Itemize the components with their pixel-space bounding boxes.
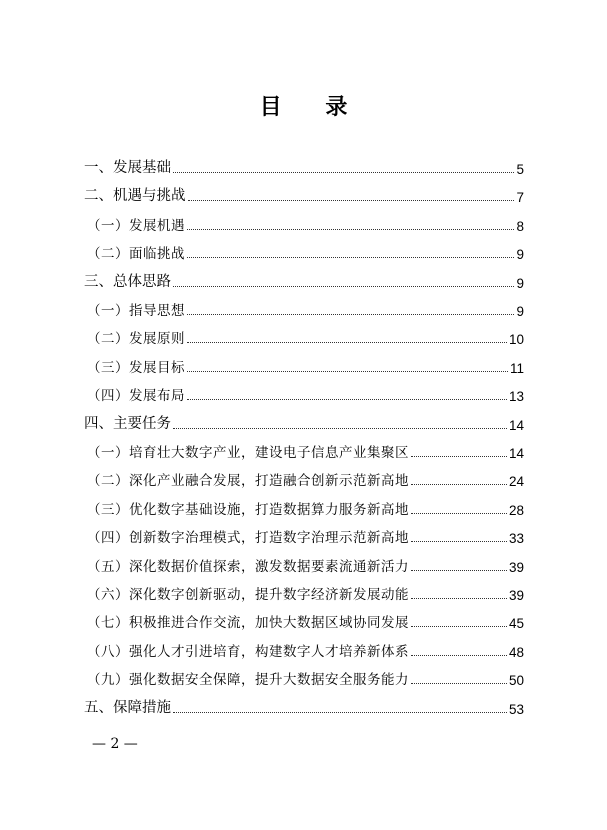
toc-entry-label: 五、保障措施 <box>84 699 171 716</box>
toc-entry-page-number: 50 <box>508 673 524 689</box>
toc-entry[interactable] <box>84 299 524 319</box>
toc-entry-page-number: 33 <box>508 531 524 547</box>
toc-entry-label: （四）创新数字治理模式，打造数字治理示范新高地 <box>87 530 409 547</box>
toc-entry[interactable] <box>84 583 524 603</box>
toc-entry-page-number: 10 <box>508 332 524 348</box>
toc-entry-page-number: 5 <box>516 162 524 177</box>
toc-entry[interactable] <box>84 327 524 347</box>
toc-entry-label: 三、总体思路 <box>84 273 171 290</box>
toc-entry[interactable] <box>84 242 524 262</box>
toc-entry[interactable] <box>84 441 524 461</box>
toc-entry-label: （八）强化人才引进培育，构建数字人才培养新体系 <box>87 643 409 660</box>
toc-entry[interactable] <box>84 384 524 404</box>
toc-entry-label: 一、发展基础 <box>84 160 171 176</box>
toc-dot-leader <box>411 683 507 684</box>
toc-entry-page-number: 53 <box>508 701 524 717</box>
toc-entry-label: （三）优化数字基础设施，打造数据算力服务新高地 <box>87 501 409 518</box>
toc-entry-label: （五）深化数据价值探索，激发数据要素流通新活力 <box>87 558 409 575</box>
toc-entry-label: （一）培育壮大数字产业，建设电子信息产业集聚区 <box>87 445 409 461</box>
toc-entry[interactable] <box>84 640 524 660</box>
toc-entry[interactable] <box>84 356 524 376</box>
toc-entry[interactable] <box>84 214 524 234</box>
toc-entry-label: （二）面临挑战 <box>87 246 185 263</box>
toc-entry-page-number: 39 <box>508 559 524 575</box>
toc-entry[interactable] <box>84 271 524 291</box>
toc-entry-label: （九）强化数据安全保障，提升大数据安全服务能力 <box>87 672 409 689</box>
toc-entry-label: （六）深化数字创新驱动，提升数字经济新发展动能 <box>87 587 409 603</box>
toc-entry[interactable] <box>84 611 524 631</box>
toc-entry-page-number: 7 <box>516 190 524 206</box>
toc-entry[interactable] <box>84 668 524 688</box>
toc-entry[interactable] <box>84 526 524 546</box>
toc-entry-label: （二）发展原则 <box>87 331 185 348</box>
toc-dot-leader <box>187 257 514 258</box>
toc-entry-label: （四）发展布局 <box>87 388 185 405</box>
toc-entry-label: 二、机遇与挑战 <box>84 188 186 205</box>
toc-entry[interactable] <box>84 498 524 518</box>
toc-dot-leader <box>173 172 514 173</box>
toc-entry-label: （二）深化产业融合发展，打造融合创新示范新高地 <box>87 473 409 490</box>
toc-dot-leader <box>411 655 507 656</box>
toc-entry-page-number: 8 <box>516 218 524 234</box>
toc-entry-page-number: 48 <box>508 644 524 660</box>
toc-entry-label: （一）指导思想 <box>87 303 185 319</box>
toc-dot-leader <box>173 428 507 429</box>
toc-entry[interactable] <box>84 469 524 489</box>
toc-entry-page-number: 13 <box>508 389 524 405</box>
toc-dot-leader <box>411 570 507 571</box>
toc-dot-leader <box>187 371 508 372</box>
toc-dot-leader <box>187 314 514 315</box>
toc-dot-leader <box>173 712 507 713</box>
toc-entry[interactable] <box>84 413 524 433</box>
toc-dot-leader <box>411 484 507 485</box>
toc-entry-page-number: 9 <box>516 304 524 319</box>
toc-entry-page-number: 9 <box>516 275 524 291</box>
toc-entry-page-number: 39 <box>508 588 524 603</box>
toc-dot-leader <box>411 513 507 514</box>
toc-entry-page-number: 9 <box>516 247 524 263</box>
toc-entry-page-number: 14 <box>508 417 524 433</box>
toc-entry-page-number: 14 <box>508 446 524 461</box>
page-title: 目 录 <box>259 94 366 120</box>
toc-entry[interactable] <box>84 555 524 575</box>
toc-dot-leader <box>411 541 507 542</box>
toc-dot-leader <box>173 286 514 287</box>
toc-entry-page-number: 45 <box>508 616 524 632</box>
toc-dot-leader <box>411 456 507 457</box>
toc-entry-label: （三）发展目标 <box>87 359 185 376</box>
toc-dot-leader <box>411 598 507 599</box>
toc-entry[interactable] <box>84 157 524 177</box>
toc-entry-page-number: 24 <box>508 474 524 490</box>
toc-dot-leader <box>187 399 507 400</box>
toc-entry-label: 四、主要任务 <box>84 415 171 432</box>
toc-entry[interactable] <box>84 697 524 717</box>
toc-entry-page-number: 28 <box>508 502 524 518</box>
toc-entry-page-number: 11 <box>509 360 524 376</box>
toc-dot-leader <box>411 626 507 627</box>
toc-dot-leader <box>187 229 514 230</box>
page-number-footer: — 2 — <box>92 736 138 752</box>
toc-dot-leader <box>188 200 515 201</box>
toc-entry-label: （七）积极推进合作交流，加快大数据区域协同发展 <box>87 615 409 632</box>
toc-entry[interactable] <box>84 185 524 205</box>
toc-entry-label: （一）发展机遇 <box>87 217 185 234</box>
toc-dot-leader <box>187 342 507 343</box>
